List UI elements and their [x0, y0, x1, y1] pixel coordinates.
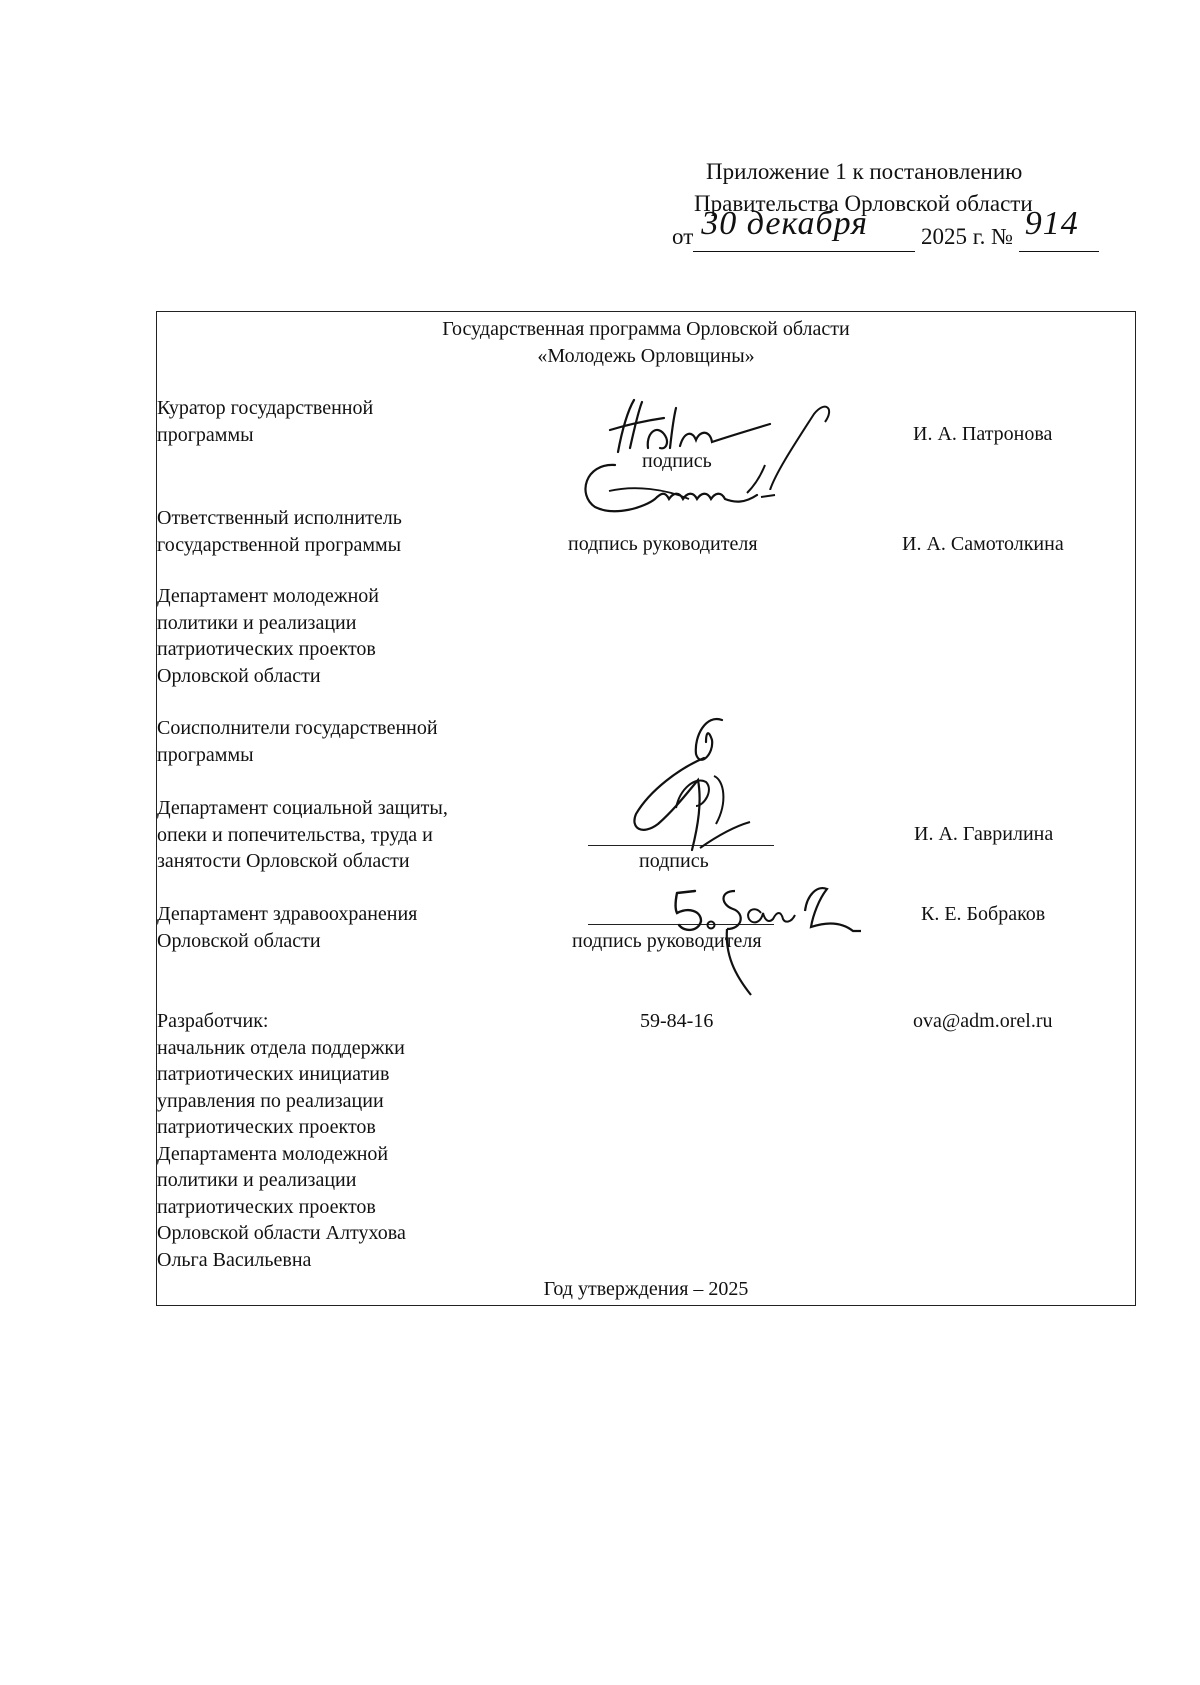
responsible-label-line-2: государственной программы	[157, 533, 402, 556]
curator-label	[157, 395, 373, 448]
dept-youth-block	[157, 583, 379, 689]
health-signature-caption: подпись руководителя	[572, 930, 762, 952]
date-prefix: от	[672, 224, 694, 249]
header-date-line	[672, 205, 1099, 252]
date-handwritten: 30 декабря	[701, 205, 868, 242]
developer-line-3: патриотических инициатив	[157, 1063, 390, 1085]
social-signature-caption: подпись	[639, 850, 709, 872]
developer-line-5: патриотических проектов	[157, 1116, 376, 1138]
developer-line-1: Разработчик:	[157, 1010, 269, 1032]
developer-line-10: Ольга Васильевна	[157, 1248, 312, 1271]
date-year-text: 2025 г. №	[921, 224, 1014, 249]
number-blank	[1019, 205, 1099, 252]
social-signature-image	[610, 710, 780, 860]
developer-line-7: политики и реализации	[157, 1169, 357, 1191]
header-line-2: Правительства Орловской области	[694, 191, 1033, 216]
dept-social-line-1: Департамент социальной защиты,	[157, 797, 448, 819]
dept-health-block	[157, 901, 417, 954]
date-blank	[693, 205, 915, 252]
responsible-label	[157, 505, 402, 558]
program-title-line-2: «Молодежь Орловщины»	[537, 345, 755, 367]
developer-email: ova@adm.orel.ru	[913, 1010, 1053, 1032]
dept-social-line-3: занятости Орловской области	[157, 850, 410, 872]
developer-block	[157, 1008, 406, 1273]
curator-label-line-1: Куратор государственной	[157, 397, 374, 419]
dept-youth-line-1: Департамент молодежной	[157, 585, 379, 607]
responsible-name: И. А. Самотолкина	[902, 533, 1064, 555]
social-name: И. А. Гаврилина	[914, 823, 1054, 845]
developer-line-2: начальник отдела поддержки	[157, 1036, 405, 1059]
responsible-signature-caption: подпись руководителя	[568, 533, 758, 555]
curator-label-line-2: программы	[157, 423, 254, 446]
number-handwritten: 914	[1024, 205, 1079, 242]
dept-social-line-2: опеки и попечительства, труда и	[157, 823, 433, 846]
approval-year: Год утверждения – 2025	[543, 1278, 749, 1300]
coexec-label-line-1: Соисполнители государственной	[157, 717, 438, 739]
dept-health-line-1: Департамент здравоохранения	[157, 903, 418, 925]
developer-line-8: патриотических проектов	[157, 1195, 376, 1218]
health-signature-image	[665, 865, 895, 1000]
developer-line-9: Орловской области Алтухова	[157, 1222, 406, 1244]
dept-youth-line-3: патриотических проектов	[157, 638, 376, 660]
coexec-label-line-2: программы	[157, 743, 254, 766]
dept-youth-line-4: Орловской области	[157, 664, 321, 687]
developer-line-4: управления по реализации	[157, 1089, 384, 1112]
dept-youth-line-2: политики и реализации	[157, 611, 357, 634]
coexec-label	[157, 715, 438, 768]
developer-phone: 59-84-16	[640, 1010, 714, 1032]
responsible-signature-image	[575, 455, 805, 535]
program-title-line-1: Государственная программа Орловской области	[442, 318, 850, 340]
dept-social-block	[157, 795, 448, 875]
curator-name: И. А. Патронова	[913, 423, 1053, 445]
developer-line-6: Департамента молодежной	[157, 1142, 389, 1165]
dept-health-line-2: Орловской области	[157, 929, 321, 952]
curator-signature-caption: подпись	[642, 450, 712, 472]
header-line-1: Приложение 1 к постановлению	[706, 159, 1023, 184]
responsible-label-line-1: Ответственный исполнитель	[157, 507, 402, 529]
health-name: К. Е. Бобраков	[921, 903, 1046, 925]
